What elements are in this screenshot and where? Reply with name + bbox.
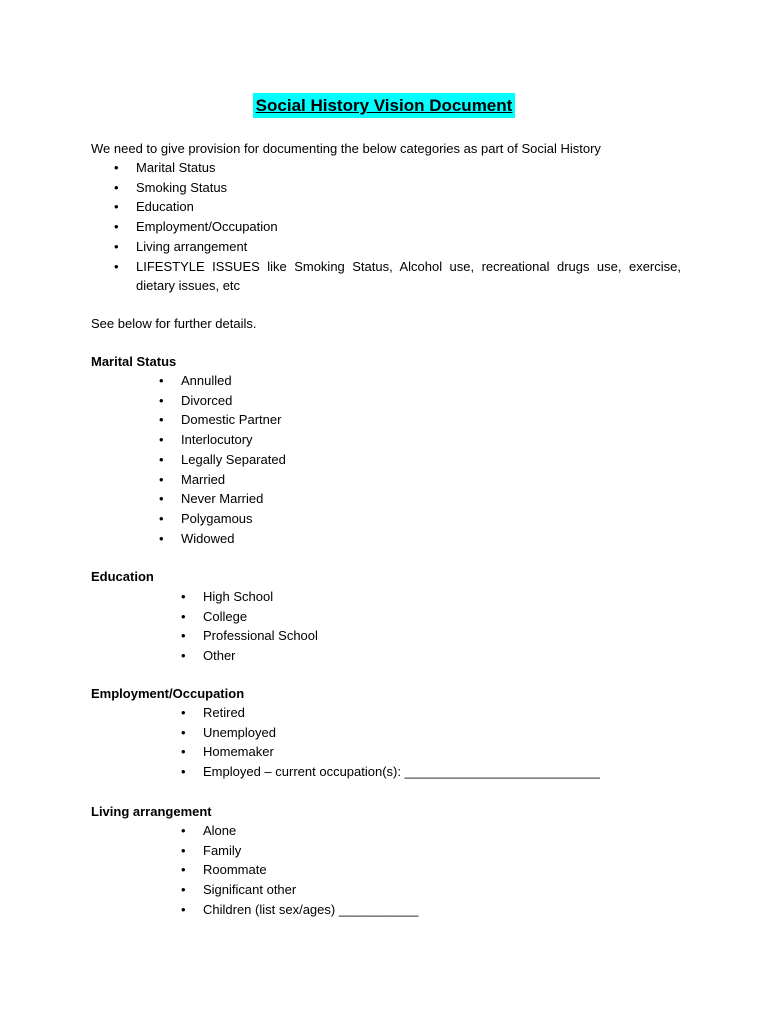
marital-status-list bbox=[159, 371, 661, 548]
list-item: • Married bbox=[181, 470, 661, 490]
bullet-icon: • bbox=[181, 608, 186, 624]
bullet-icon: • bbox=[159, 530, 164, 546]
living-arrangement-list bbox=[181, 821, 683, 920]
list-item: • Interlocutory bbox=[181, 430, 661, 450]
bullet-icon: • bbox=[159, 412, 164, 428]
list-item: • Employed – current occupation(s): ___________________________ bbox=[203, 762, 683, 782]
bullet-icon: • bbox=[181, 764, 186, 780]
list-item: • Roommate bbox=[203, 860, 683, 880]
bullet-icon: • bbox=[181, 648, 186, 664]
bullet-icon: • bbox=[114, 179, 119, 195]
list-item: • Divorced bbox=[181, 391, 661, 411]
list-item: • Polygamous bbox=[181, 509, 661, 529]
bullet-icon: • bbox=[181, 842, 186, 858]
section-heading-education: Education bbox=[91, 569, 154, 584]
bullet-icon: • bbox=[181, 882, 186, 898]
section-heading-living: Living arrangement bbox=[91, 804, 212, 819]
see-below-text: See below for further details. bbox=[91, 316, 257, 331]
category-list bbox=[114, 158, 681, 296]
list-item: • Living arrangement bbox=[136, 237, 681, 257]
list-item: • Annulled bbox=[181, 371, 661, 391]
bullet-icon: • bbox=[114, 258, 119, 274]
list-item: • College bbox=[203, 607, 683, 627]
list-item: • LIFESTYLE ISSUES like Smoking Status, Alcohol use, recreational drugs use, exercise, dietary issues, etc bbox=[114, 258, 681, 294]
bullet-icon: • bbox=[181, 862, 186, 878]
list-item: • Professional School bbox=[203, 626, 683, 646]
list-item: • Family bbox=[203, 841, 683, 861]
list-item: • Widowed bbox=[181, 529, 661, 549]
section-heading-employment: Employment/Occupation bbox=[91, 686, 245, 701]
bullet-icon: • bbox=[159, 471, 164, 487]
list-item: • Marital Status bbox=[136, 158, 681, 178]
education-list bbox=[181, 587, 683, 666]
list-item: • Homemaker bbox=[203, 742, 683, 762]
bullet-icon: • bbox=[159, 451, 164, 467]
bullet-icon: • bbox=[181, 901, 186, 917]
bullet-icon: • bbox=[181, 744, 186, 760]
bullet-icon: • bbox=[159, 392, 164, 408]
bullet-icon: • bbox=[159, 373, 164, 388]
bullet-icon: • bbox=[159, 510, 164, 526]
bullet-icon: • bbox=[159, 491, 164, 507]
bullet-icon: • bbox=[114, 219, 119, 235]
bullet-icon: • bbox=[181, 628, 186, 644]
bullet-icon: • bbox=[181, 823, 186, 838]
list-item: • Children (list sex/ages) ___________ bbox=[203, 900, 683, 920]
section-heading-marital: Marital Status bbox=[91, 354, 177, 369]
list-item: • Smoking Status bbox=[136, 178, 681, 198]
list-item: • Legally Separated bbox=[181, 450, 661, 470]
list-item: • Retired bbox=[203, 703, 683, 723]
title-container bbox=[0, 93, 768, 118]
employment-list bbox=[181, 703, 683, 782]
bullet-icon: • bbox=[159, 432, 164, 448]
list-item: • Unemployed bbox=[203, 723, 683, 743]
bullet-icon: • bbox=[114, 160, 119, 175]
list-item: • Education bbox=[136, 197, 681, 217]
list-item: • Other bbox=[203, 646, 683, 666]
list-item: • Significant other bbox=[203, 880, 683, 900]
list-item: • Domestic Partner bbox=[181, 410, 661, 430]
list-item: • High School bbox=[203, 587, 683, 607]
document-title: Social History Vision Document bbox=[253, 93, 516, 118]
bullet-icon: • bbox=[181, 705, 186, 720]
bullet-icon: • bbox=[181, 589, 186, 604]
list-item: • Never Married bbox=[181, 489, 661, 509]
bullet-icon: • bbox=[114, 238, 119, 254]
bullet-icon: • bbox=[114, 199, 119, 215]
bullet-icon: • bbox=[181, 724, 186, 740]
list-item: • Employment/Occupation bbox=[136, 217, 681, 237]
list-item: • Alone bbox=[203, 821, 683, 841]
intro-paragraph: We need to give provision for documenting the below categories as part of Social History bbox=[91, 141, 601, 156]
